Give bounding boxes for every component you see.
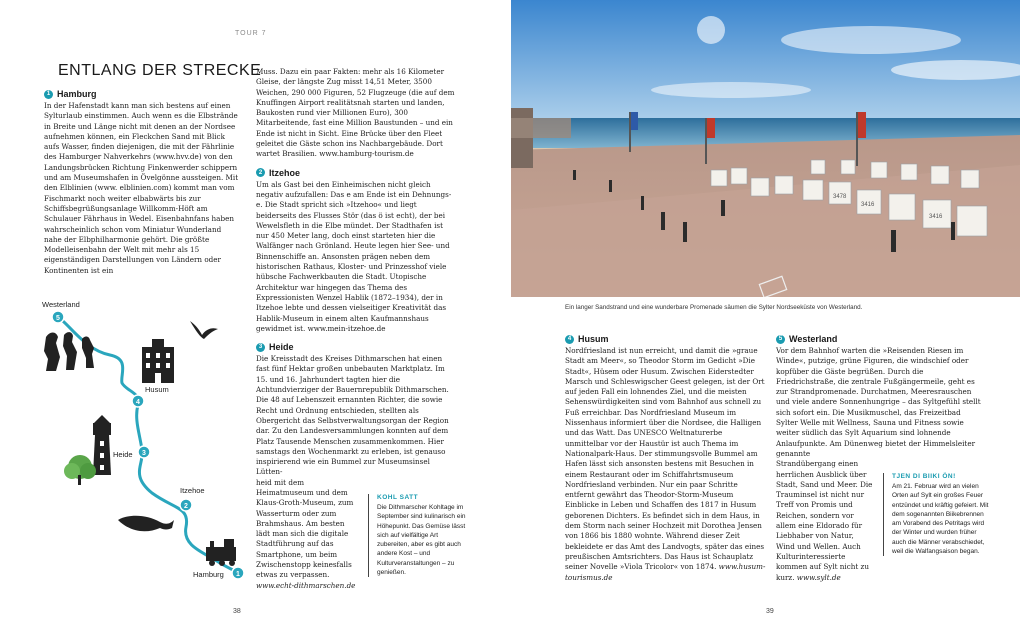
section-text-westerland-narrow (776, 459, 874, 583)
section-text-itzehoe: Um als Gast bei den Einheimischen nicht gleich negativ aufzufallen: Das e am Ende ist ein Dehnungs-e. Die Stadt spricht sich »Itzehoo« und liegt beiderseits des Flusses Stör (das ö ist echt), der bei Wewelsfleth in die Elbe mündet. Der Stadthafen ist nur 450 Meter lang, doch einst starteten hier die Walfänger nach Grönland. Heute legen hier See- und Binnenschiffe an. Ansonsten prägen neben dem historischen Rathaus, Kloster- und Prinzesshof viele hübsche Fachwerkbauten die Stadt. Utopische Architektur war hingegen das Thema des Expressionisten Wenzel Hablik (1872–1934), der in Itzehoe lebte und dessen vielseitiger Kreativität das Hablik-Museum in einem alten Kaufmannshaus gewidmet ist. www.mein-itzehoe.de (256, 179, 452, 333)
section-title-text: Heide (269, 342, 294, 353)
stop-marker-2 (180, 499, 192, 511)
map-label-husum: Husum (145, 385, 169, 394)
sidebar-kohl-satt (368, 494, 467, 577)
section-text-heide: Die Kreisstadt des Kreises Dithmarschen hat einen fast fünf Hektar großen unbebauten Marktplatz. Im 15. und 16. Jahrhundert tagten hier die Achtundvierziger der Bauernrepublik Dithmarschen. Die 48 auf Lebenszeit ernannten Richter, die sowie Recht und Ordnung entschieden, stellten als Obergericht das Selbstverwaltungsorgan der Region dar. Zu den Landesversammlungen konnten auf dem Platz Tausende Menschen zusammenkommen. Hier samstags den Wochenmarkt zu erleben, ist genauso inspirierend wie ein Bummel zur Museumsinsel Lütten- (256, 354, 449, 477)
map-label-heide: Heide (113, 450, 133, 459)
heide-link[interactable]: www.echt-dithmarschen.de (256, 580, 356, 590)
townhall-icon (142, 339, 174, 383)
sidebar-title: TJEN DI BIIKI ÖN! (892, 473, 956, 480)
husum-link[interactable]: www.husum-tourismus.de (565, 562, 766, 582)
section-title-hamburg (44, 89, 241, 99)
svg-text:3: 3 (142, 450, 146, 457)
number-badge-5: 5 (776, 335, 785, 344)
map-label-westerland: Westerland (42, 300, 80, 309)
page-number-left: 38 (233, 608, 241, 615)
section-title-husum (565, 334, 767, 344)
section-text-heide-narrow (256, 478, 356, 591)
section-text-westerland: Vor dem Bahnhof warten die »Reisenden Riesen im Winde«, putzige, grüne Figuren, die windschief oder kopfüber die Gäste begrüßen. Durch die Friedrichstraße, die zentrale Fußgängermeile, geht es zur Strandpromenade. Durchatmen, Meeresrauschen und viele andere Sonnenhungrige – das Syltgefühl stellt sich sofort ein. Die Musikmuschel, das Freizeitbad Sylter Welle mit Wellness, Sauna und Fitness sowie weiter südlich das Sylt Aquarium sind lohnende Anlaufpunkte. Am Dünenweg bietet der Himmelsleiter genannte (776, 346, 981, 458)
section-title-westerland (776, 334, 981, 344)
whale-icon (118, 516, 174, 532)
svg-text:2: 2 (184, 503, 188, 510)
westerland-link[interactable]: www.sylt.de (796, 572, 841, 582)
svg-text:4: 4 (136, 399, 140, 406)
beach-photo (511, 0, 1020, 297)
section-text-husum (565, 346, 767, 583)
svg-text:5: 5 (56, 315, 60, 322)
beach-chair-number-3: 3416 (929, 214, 943, 220)
watertower-icon (93, 415, 111, 475)
tree-icon (64, 455, 96, 485)
section-title-text: Westerland (789, 334, 838, 344)
map-label-itzehoe: Itzehoe (180, 486, 205, 495)
column-left-1 (44, 89, 241, 276)
column-right-1 (565, 334, 767, 583)
tour-label: TOUR 7 (235, 30, 267, 37)
sidebar-biike (883, 473, 992, 556)
number-badge-1: 1 (44, 90, 53, 99)
map-label-hamburg: Hamburg (193, 570, 224, 579)
number-badge-3: 3 (256, 343, 265, 352)
beach-promenade-image (511, 0, 1020, 297)
sidebar-title: KOHL SATT (377, 494, 419, 501)
number-badge-4: 4 (565, 335, 574, 344)
section-title-text: Itzehoe (269, 167, 301, 178)
route-map (30, 295, 255, 595)
section-title-text: Hamburg (57, 89, 97, 99)
section-title-itzehoe (256, 168, 456, 178)
stop-marker-4 (132, 395, 144, 407)
beach-chair-number-1: 3478 (833, 194, 847, 200)
photo-caption: Ein langer Sandstrand und eine wunderbare Promenade säumen die Sylter Nordseeküste von Westerland. (565, 304, 863, 311)
seagull-icon (190, 321, 218, 339)
svg-text:1: 1 (236, 571, 240, 578)
page-number-right: 39 (766, 608, 774, 615)
section-title-text: Husum (578, 334, 609, 344)
westerland-narrow-text: Strandübergang einen herrlichen Ausblick über Stadt, Sand und Meer. Die Trauminsel ist nicht nur Treff von Promis und Reichen, sondern vor allem eine Eldorado für Liebhaber von Natur, Wind und Wellen. Auch Kulturinteressierte kommen auf Sylt nicht zu kurz. (776, 459, 873, 582)
stop-marker-3 (138, 446, 150, 458)
number-badge-2: 2 (256, 168, 265, 177)
husum-text: Nordfriesland ist nun erreicht, und damit die »graue Stadt am Meer«, so Theodor Storm im Gedicht »Die Stadt«, Hüsem oder Husum. Zwischen Eiderstedter Marsch und Schleswigscher Geest gelegen, ist der Ort auf jeden Fall ein lohnendes Ziel, und die meisten Sehenswürdigkeiten sind vom Bahnhof aus schnell zu Fuß erreichbar. Das Nordfriesland Museum im Nissenhaus informiert über die Nordsee, die Halligen und das Watt. Das UNESCO Weltnaturerbe unmittelbar vor der Haustür ist auch Thema im Nationalpark-Haus. Der stimmungsvolle Bummel am Hafen lässt sich ansonsten bestens mit Besuchen in einem Restaurant oder im Schiffahrtsmuseum Nordfriesland verbinden. Nur ein paar Schritte entfernt gewährt das Theodor-Storm-Museum Einblicke in Leben und Schaffen des 1817 in Husum geborenen Dichters. Es befindet sich in dem Haus, in dem Storm nach seiner Hochzeit mit Dorothea Jensen von 1866 bis 1880 wohnte. Während dieser Zeit bekleidete er das Amt des Landvogts, später das eines preußischen Amtsrichters. Das Haus ist Schauplatz seiner Novelle »Viola Tricolor« von 1874. (565, 346, 765, 572)
train-icon (206, 539, 236, 566)
stop-marker-5 (52, 311, 64, 323)
beach-chair-number-2: 3416 (861, 202, 875, 208)
sidebar-text: Am 21. Februar wird an vielen Orten auf Sylt ein großes Feuer entzündet und kräftig gefeiert. Mit dem sogenannten Biikebrennen am Vorabend des Petritags wird der Winter und wurden früher auch die Männer verabschiedet, weil die Walfangsaison began. (892, 483, 989, 556)
page-heading: ENTLANG DER STRECKE (58, 62, 262, 79)
giants-icon (44, 332, 94, 371)
section-text-hamburg: In der Hafenstadt kann man sich bestens auf einen Sylturlaub einstimmen. Auch wenn es die Elbstrände in Breite und Länge nicht mit denen an der Nordsee aufnehmen können, ein Fleckchen Sand mit Blick aufs Wasser, finden diejenigen, die mit der Fährlinie des Hamburger Nahverkehrs (www.hvv.de) von den Landungsbrücken Richtung Finkenwerder schippern und am Museumshafen in Övelgönne aussteigen. Mit den Elblinien (www. elblinien.com) kommt man vom Fischmarkt noch weiter elbabwärts bis zur Schiffsbegrüßungsanlage Willkomm-Höft am Schulauer Fährhaus in Wedel. Eisenbahnfans haben wahrscheinlich schon vom Miniatur Wunderland nahe der Elbphilharmonie gehört. Die größte Modelleisenbahn der Welt mit mehr als 15 eigenständigen Darstellungen von Ländern oder Kontinenten ist ein (44, 101, 239, 275)
stop-marker-1 (232, 567, 244, 579)
section-text-hamburg-cont: Muss. Dazu ein paar Fakten: mehr als 16 Kilometer Gleise, der längste Zug misst 14,51 Meter, 3500 Weichen, 290 000 Figuren, 52 Flugzeuge (die auf dem Knuffingen Airport realitätsnah starten und landen, Baukosten rund vier Millionen Euro), 300 Mitarbeitende, fast eine Million Baustunden – und ein Ende ist nicht in Sicht. Eine Brücke über den Fleet geleitet die Gäste schon ins Nachbargebäude. Dort wartet Brasilien. www.hamburg-tourism.de (256, 67, 455, 159)
heide-narrow-text: heid mit dem Heimatmuseum und dem Klaus-Groth-Museum, zum Wasserturm oder zum Brahmshaus. Am besten lädt man sich die digitale Stadtführung auf das Smartphone, um beim Zwischenstopp keinesfalls etwas zu verpassen. (256, 477, 354, 580)
sidebar-text: Die Dithmarscher Kohltage im September sind kulinarisch ein Höhepunkt. Das Gemüse lässt sich auf vielfältige Art zubereiten, aber es gibt auch andere Kost – und Kulturveranstaltungen – zu genießen. (377, 504, 466, 577)
section-title-heide (256, 342, 456, 352)
